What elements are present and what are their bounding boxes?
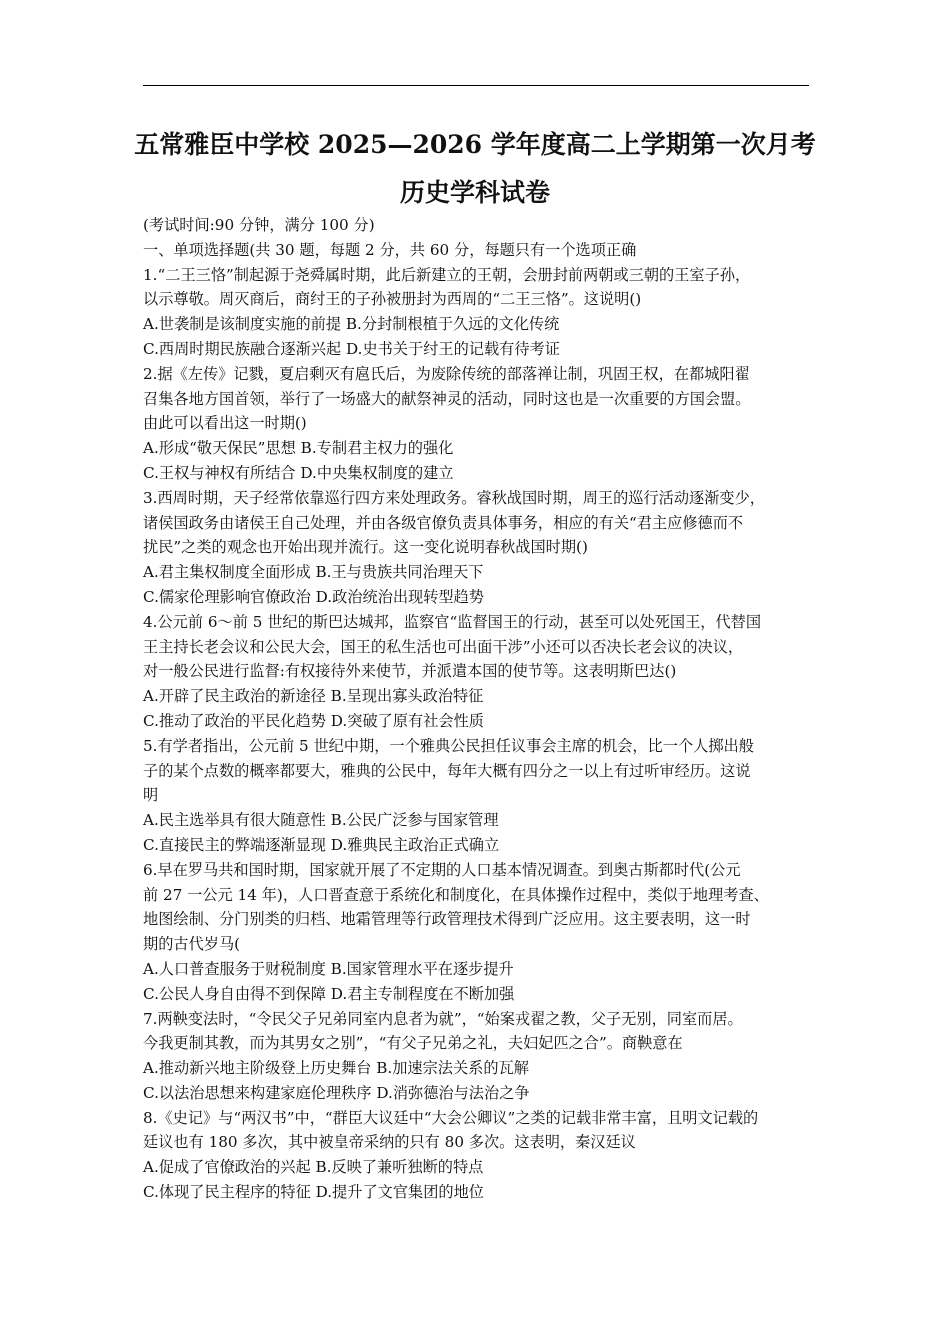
answer-options-row: A.形成“敬天保民”思想 B.专制君主权力的强化 xyxy=(143,439,454,458)
question-stem-line: 5.有学者指出，公元前 5 世纪中期，一个雅典公民担任议事会主席的机会，比一个人掷出般 xyxy=(143,736,754,755)
answer-options-row: C.直接民主的弊端逐渐显现 D.雅典民主政治正式确立 xyxy=(143,835,500,854)
question-stem-line: 地图绘制、分门别类的归档、地霜管理等行政管理技术得到广泛应用。这主要表明，这一时 xyxy=(143,910,751,929)
answer-options-row: C.推动了政治的平民化趋势 D.突破了原有社会性质 xyxy=(143,711,484,730)
answer-options-row: A.世袭制是该制度实施的前提 B.分封制根植于久远的文化传统 xyxy=(143,315,560,334)
question-stem-line: 1.“二王三恪”制起源于尧舜属时期，此后新建立的王朝，会册封前两朝或三朝的王室子孙， xyxy=(143,265,751,284)
answer-options-row: A.民主选举具有很大随意性 B.公民广泛参与国家管理 xyxy=(143,811,499,830)
question-stem-line: 由此可以看出这一时期() xyxy=(143,414,307,433)
question-stem-line: 对一般公民进行监督:有权接待外来使节，并派遣本国的使节等。这表明斯巴达() xyxy=(143,662,677,681)
question-stem-line: 廷议也有 180 多次，其中被皇帝采纳的只有 80 多次。这表明，秦汉廷议 xyxy=(143,1133,636,1152)
question-stem-line: 明 xyxy=(143,786,159,805)
question-stem-line: 3.西周时期，天子经常依靠巡行四方来处理政务。睿秋战国时期，周王的巡行活动逐渐变少， xyxy=(143,488,765,507)
question-stem-line: 4.公元前 6～前 5 世纪的斯巴达城邦，监察官“监督国王的行动，甚至可以处死国王，代替国 xyxy=(143,612,762,631)
answer-options-row: A.君主集权制度全面形成 B.王与贵族共同治理天下 xyxy=(143,563,484,582)
section-heading: 一、单项选择题(共 30 题，每题 2 分，共 60 分，每题只有一个选项正确 xyxy=(143,240,637,259)
answer-options-row: A.推动新兴地主阶级登上历史舞台 B.加速宗法关系的瓦解 xyxy=(143,1059,529,1078)
question-6 xyxy=(143,858,815,1007)
exam-info: (考试时间:90 分钟，满分 100 分) xyxy=(143,216,375,234)
answer-options-row: C.西周时期民族融合逐渐兴起 D.史书关于纣王的记载有待考证 xyxy=(143,339,560,358)
question-list xyxy=(143,263,815,1205)
question-stem-line: 扰民”之类的观念也开始出现并流行。这一变化说明春秋战国时期() xyxy=(143,538,588,557)
question-stem-line: 以示尊敬。周灭商后，商纣王的子孙被册封为西周的“二王三恪”。这说明() xyxy=(143,290,642,309)
answer-options-row: C.公民人身自由得不到保障 D.君主专制程度在不断加强 xyxy=(143,984,515,1003)
question-stem-line: 诸侯国政务由诸侯王自己处理，并由各级官僚负责具体事务，相应的有关“君主应修德而不 xyxy=(143,513,744,532)
exam-title: 五常雅臣中学校 2025—2026 学年度高二上学期第一次月考 xyxy=(134,130,816,159)
question-4 xyxy=(143,610,815,734)
exam-content xyxy=(143,213,815,1205)
question-stem-line: 6.早在罗马共和国时期，国家就开展了不定期的人口基本情况调查。到奥古斯都时代(公元 xyxy=(143,860,741,879)
answer-options-row: A.人口普查服务于财税制度 B.国家管理水平在逐步提升 xyxy=(143,959,514,978)
exam-subtitle: 历史学科试卷 xyxy=(399,178,550,207)
question-stem-line: 王主持长老会议和公民大会，国王的私生活也可出面干涉”小还可以否决长老会议的决议， xyxy=(143,637,744,656)
question-7 xyxy=(143,1007,815,1106)
answer-options-row: C.王权与神权有所结合 D.中央集权制度的建立 xyxy=(143,463,454,482)
question-stem-line: 期的古代岁马( xyxy=(143,935,241,954)
question-2 xyxy=(143,362,815,486)
question-5 xyxy=(143,734,815,858)
answer-options-row: A.促成了官僚政治的兴起 B.反映了兼听独断的特点 xyxy=(143,1158,484,1177)
answer-options-row: C.儒家伦理影响官僚政治 D.政治统治出现转型趋势 xyxy=(143,587,484,606)
question-stem-line: 前 27 一公元 14 年)，人口晋查意于系统化和制度化，在具体操作过程中，类似于地理考查、 xyxy=(143,885,769,904)
question-stem-line: 2.据《左传》记戮，夏启剩灭有扈氏后，为废除传统的部落禅让制，巩固王权，在都城阳翟 xyxy=(143,364,750,383)
answer-options-row: A.开辟了民主政治的新途径 B.呈现出寡头政治特征 xyxy=(143,687,484,706)
question-1 xyxy=(143,263,815,362)
question-stem-line: 召集各地方国首领，举行了一场盛大的献祭神灵的活动，同时这也是一次重要的方国会盟。 xyxy=(143,389,751,408)
answer-options-row: C.体现了民主程序的特征 D.提升了文官集团的地位 xyxy=(143,1183,484,1202)
question-stem-line: 今我更制其教，而为其男女之别”，“有父子兄弟之礼，夫妇妃匹之合”。商鞅意在 xyxy=(143,1034,683,1053)
header-rule xyxy=(143,85,809,86)
question-8 xyxy=(143,1106,815,1205)
question-3 xyxy=(143,486,815,610)
question-stem-line: 子的某个点数的概率都要大，雅典的公民中，每年大概有四分之一以上有过听审经历。这说 xyxy=(143,761,751,780)
question-stem-line: 8.《史记》与“两汉书”中，“群臣大议廷中“大会公卿议”之类的记载非常丰富，且明文记载的 xyxy=(143,1108,759,1127)
answer-options-row: C.以法治思想来构建家庭伦理秩序 D.消弥德治与法治之争 xyxy=(143,1083,530,1102)
question-stem-line: 7.两鞅变法时，“令民父子兄弟同室内息者为就”，“始案戎翟之教，父子无别，同室而居。 xyxy=(143,1009,743,1028)
